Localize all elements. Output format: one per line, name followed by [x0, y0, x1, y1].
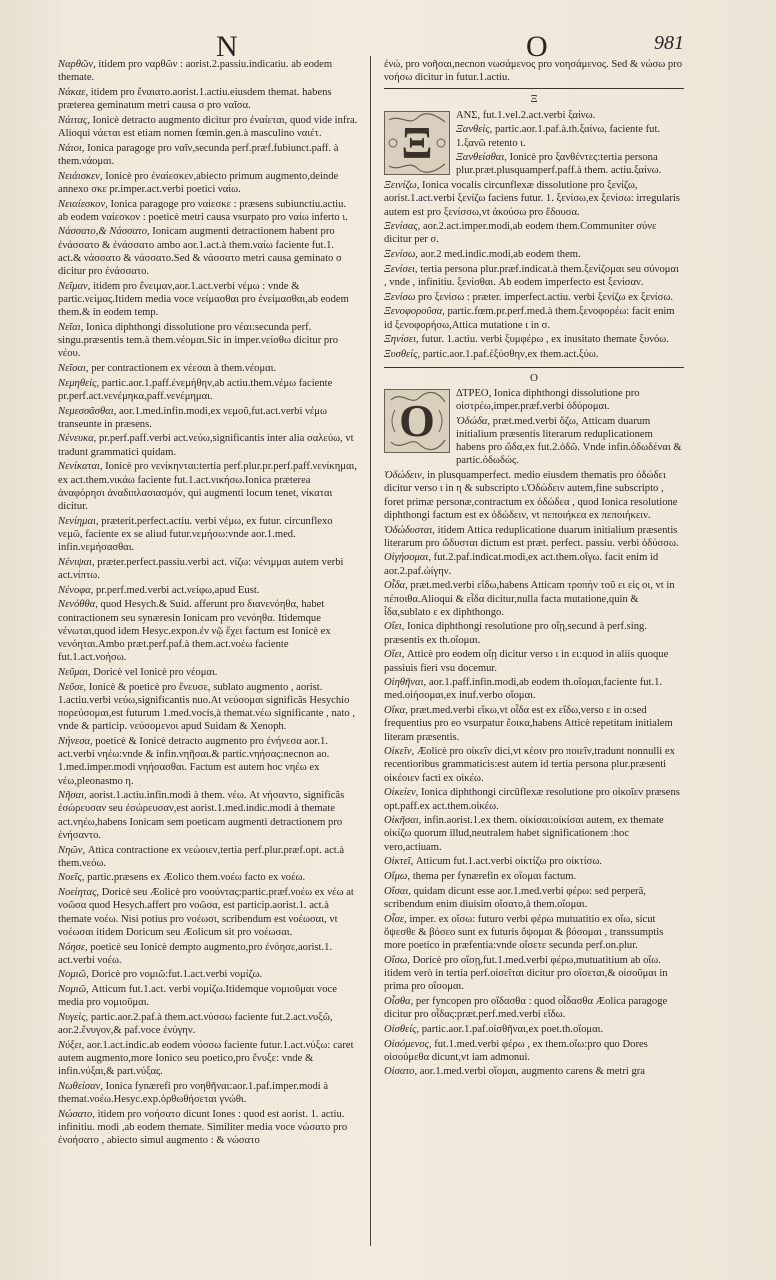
- page-header: [56, 28, 756, 62]
- entry-definition: præter.perfect.passiu.verbi act. νίζω: νένιμμαι autem verbi act.νίπτω.: [58, 556, 344, 582]
- dictionary-entry: [58, 1011, 358, 1037]
- entry-definition: Doricè seu Æolicè pro νοούντας:partic.præf.νοέω ex νέω at νοῶσα quod Hesych.affert pro νοῶσα, est particip.aorist.1. act.à themate νοέω. Nisi potius pro νοέωσι, scribendum est νοέωσαι, vt νοέωσαι itidem Doricum seu Æolicum sit pro νοέωσαι.: [58, 887, 354, 938]
- entry-headword: Οἴμω,: [384, 871, 411, 883]
- entry-headword: Νήνεσα,: [58, 735, 93, 747]
- entry-headword: Οἶδα,: [384, 580, 408, 592]
- entry-headword: Ναρθῶν,: [58, 59, 96, 70]
- entry-headword: Νεμεσσᾶσθαι,: [58, 405, 117, 417]
- entry-headword: Οἶσθα,: [384, 995, 414, 1007]
- entry-headword: Νάσσατο,& Νάσσατο,: [58, 226, 150, 238]
- dictionary-entry: [384, 579, 684, 619]
- entry-headword: Νειαίεσκον,: [58, 198, 108, 210]
- dictionary-entry: [384, 676, 684, 702]
- dictionary-entry: [384, 913, 684, 953]
- entry-headword: Νεῦμαι,: [58, 666, 91, 678]
- entry-headword: Ξυσθείς,: [384, 349, 421, 361]
- entry-headword: Ξενίσω,: [384, 249, 418, 261]
- entry-headword: Οἰσθείς,: [384, 1023, 420, 1035]
- page-number: 981: [654, 32, 684, 54]
- entry-definition: Atticum fut.1.act. verbi νομίζω.Itidemque νομιοῦμαι voce media pro νομιοῦμαι.: [58, 984, 337, 1009]
- dictionary-entry: [384, 333, 684, 346]
- entry-definition: Ionicè detracto augmento dicitur pro ἐναίεται, quod vide infra. Alioqui νάεται est etiam nomen fœmin.gen.à masculino ναιέτ.: [58, 114, 358, 140]
- right-column: [384, 58, 684, 1248]
- entry-definition: itidem pro ἔνειμαν,aor.1.act.verbi νέμω : vnde & partic.νείμας.Itidem media voce νείμασθαι pro ἐνείμασθαι,ab eodem them.& in eodem temp.: [58, 280, 349, 319]
- entry-definition: poeticè & Ionicè detracto augmento pro ἐνήνεσα aor.1. act.verbi νηέω:vnde & infin.νηῆσαι.& partic.νηήσας:necnon ao. 1.med.imper.modi νηήσασθαι. Factum est autem hoc νηέω ex νέω,pleonasmo η.: [58, 735, 330, 787]
- entry-headword: Οἰηθῆναι,: [384, 677, 427, 689]
- entry-headword: Ξενίσας,: [384, 221, 421, 233]
- dictionary-entry: [58, 871, 358, 884]
- entry-definition: aor.1.med.verbi οἴομαι, augmento carens & metri gra: [419, 1066, 645, 1078]
- entry-headword: Ξενίσει,: [384, 263, 418, 275]
- dictionary-entry: [384, 58, 684, 84]
- ornamental-dropcap-xi: [384, 111, 450, 175]
- entry-definition: fut.2.paf.indicat.modi,ex act.them.οἴγω. facit enim id aor.2.paf.ὠίγην.: [384, 552, 659, 577]
- dictionary-entry: [384, 524, 684, 550]
- section-letter-xi: Ξ: [530, 93, 538, 106]
- entry-definition: Ionica vocalis circunflexæ dissolutione pro ξενίζω, aorist.1.act.verbi ξενίζω faciens futur. 1. ξενίσω,ex ξενίσω: irregularis autem est pro ξενίσσω,vt ἀκούσω pro ἔδουσα.: [384, 180, 680, 218]
- entry-definition: tertia persona plur.præf.indicat.à them.ξενίζομαι seu σύνομαι , vnde , infinitiu. ξενίσθαι. Ab eodem imperfecto est ξενίσαν.: [384, 263, 679, 289]
- dictionary-entry: [58, 844, 358, 870]
- dictionary-entry: [384, 551, 684, 577]
- entry-headword: Νοείητας,: [58, 887, 100, 899]
- entry-headword: Οἰκῆσαι,: [384, 815, 422, 827]
- entry-headword: Νόησε,: [58, 941, 88, 953]
- dictionary-entry: [58, 432, 358, 458]
- entry-definition: itidem pro ναρθῶν : aorist.2.passiu.indicatiu. ab eodem themate.: [58, 59, 333, 84]
- entry-headword: Νεῦσε,: [58, 681, 87, 693]
- entry-headword: Νειάισκεν,: [58, 170, 103, 182]
- entry-definition: partic.præsens ex Æolico them.νοέω facto ex νοέω.: [87, 872, 306, 884]
- entry-headword: Νεμηθεὶς,: [58, 377, 100, 389]
- left-column: [58, 58, 358, 1248]
- entry-definition: itidem Attica reduplicatione duarum initialium præsentis literarum pro ὤδυσται dictum est præt. perfect. passiu. verbi ὀδύσσω.: [384, 524, 679, 549]
- ornamental-dropcap-o: [384, 389, 450, 453]
- entry-definition: per fyncopen pro οἴδασθα : quod οἶδασθα Æolica paragoge dicitur pro οἶδας:præt.perf.med.verbi εἴδω.: [384, 995, 668, 1021]
- dictionary-entry: [58, 886, 358, 939]
- entry-definition: Atticum fut.1.act.verbi οἰκτίζω pro οἰκτίσω.: [415, 856, 602, 868]
- entry-definition: Ionicè pro ξανθέντες:tertia persona plur.præt.plusquamperf.paff.à them. actiu.ξαίνω.: [456, 152, 662, 177]
- entry-definition: aor.1.med.infin.modi,ex νεμοῦ,fut.act.verbi νέμω transeunte in præsens.: [58, 405, 327, 430]
- entry-definition: Ionicè & poeticè pro ἔνευσε, sublato augmento , aorist. 1.actiu.verbi νεύω,significantis nuo.At νεύσομαι significãs Hesychio πορεύσομαι,est futurum 1.med.vocis,à themat.νέω significante , nato , vnde & particip. νεύσομενοι apud Suidam & Xenoph.: [58, 681, 355, 733]
- dictionary-entry: [58, 1108, 358, 1148]
- entry-headword: Οἰσατο,: [384, 1066, 418, 1078]
- entry-headword: Οἴει,: [384, 649, 405, 661]
- entry-definition: Æolicè pro οἰκεῖν dici,vt κέοιν pro ποιεῖν,tradunt nonnulli ex recentioribus grammaticis:est autem id tertia persona plur.præsenti οἰκέοιεν facti ex οἰκέω.: [384, 746, 675, 784]
- entry-definition: quod Hesych.& Suid. afferunt pro διανενόηθα, habet contractionem seu synæresin Ionicam pro νενόηθα. Itidemque νένωται,quod idem Hesyc.expon.ἐν νῷ ἔχει factum est Ionicè ex νενόηται.Ambo præt.perf.paf.à them.act.νοέω faciente fut.1.act.νοήσω.: [58, 599, 331, 664]
- entry-definition: Ionica diphthongi resolutione pro οἴῃ,secund à perf.sing. præsentis ex th.οἴομαι.: [384, 621, 647, 646]
- dictionary-entry: [58, 362, 358, 375]
- dictionary-entry: [384, 1038, 684, 1064]
- entry-definition: Ionicè pro νενίκηνται:tertia perf.plur.pr.perf.paff.νενίκημαι, ex act.them.νικάω faciente fut.1.act.νικήσω.Ionica præterea ἀναφόρησι ἀναδιπλασιασμόν, qui augmenti locum tenet, νίκαται dicitur.: [58, 461, 358, 512]
- running-letter-left: N: [216, 30, 239, 63]
- dictionary-entry: [58, 681, 358, 734]
- dictionary-entry: [58, 515, 358, 555]
- dictionary-entry: [58, 225, 358, 278]
- entry-headword: Νενίκαται,: [58, 461, 103, 473]
- entry-headword: Νάιτας,: [58, 114, 90, 126]
- dictionary-entry: [58, 114, 358, 140]
- dictionary-entry: [384, 648, 684, 674]
- entry-definition: præt.med.verbi εἴδω,habens Atticam τροπὴν τοῦ ει εἰς οι, vt in πέποιθα.Alioqui & εἶδα dicitur,nulla facta mutatione,quin & ἶδα,sublato ε ex diphthongo.: [384, 580, 675, 618]
- entry-headword: Νώσατο,: [58, 1108, 95, 1120]
- entry-definition: præterit.perfect.actiu. verbi νέμω, ex futur. circunflexo νεμῶ, faciente ex se aliud futur.νεμήσω:vnde aor.1.med. infin.νεμήσασθαι.: [58, 515, 333, 554]
- entry-definition: partic.aor.1.paf.οἰσθῆναι,ex poet.th.οἴομαι.: [421, 1023, 604, 1035]
- entry-headword: Νηῶν,: [58, 844, 86, 856]
- entry-headword: Νεῖαι,: [58, 321, 84, 333]
- entry-headword: Νῆσαι,: [58, 790, 87, 802]
- entry-headword: Νωθείσαν,: [58, 1081, 104, 1093]
- entry-definition: thema per fynærefin ex οἴομαι factum.: [412, 871, 577, 883]
- dictionary-entry: [58, 280, 358, 320]
- entry-headword: Ξανθεὶς,: [456, 124, 493, 136]
- entry-definition: Ionica fynærefi pro νοηθῆναι:aor.1.paf.imper.modi à themat.νοέω.Hesyc.exp.ὀρθωθήσεται γνώθι.: [58, 1081, 329, 1106]
- entry-headword: Ξεινίζω,: [384, 180, 420, 192]
- dictionary-entry: [384, 1065, 684, 1078]
- dictionary-entry: [58, 86, 358, 112]
- section-o: [384, 387, 684, 1080]
- entry-headword: Νενόθθα,: [58, 599, 98, 611]
- running-letter-right: O: [526, 30, 548, 63]
- section-xi-lead: ANΣ, fut.1.vel.2.act.verbi ξαίνω.: [456, 109, 596, 121]
- entry-definition: præt.med.verbi ὄζω, Atticam duarum initialium præsentis literarum reduplicationem habens pro ὤδα,ex fut.2.ὀδῶ. Vnde infin.ὀδωδέναι & partic.ὀδωδώς.: [456, 415, 682, 467]
- entry-definition: aor.1.paff.infin.modi,ab eodem th.οἴομαι,faciente fut.1. med.οἰήσομαι,ex inuf.verbo οἴομαι.: [384, 677, 663, 702]
- dictionary-entry: [384, 305, 684, 331]
- entry-definition: itidem pro ἔναιατο.aorist.1.actiu.eiusdem themat. habens præterea geminatum metri causa σ pro ναῖσα.: [58, 86, 332, 112]
- entry-definition: Ionica diphthongi dissolutione pro νέαι:secunda perf. singu.præsentis tem.à them.νέομαι.Sic in imper.νείσθω dicitur pro νέου.: [58, 321, 339, 360]
- entry-headword: Νάιοι,: [58, 142, 85, 154]
- dictionary-entry: [58, 666, 358, 679]
- entry-definition: infin.aorist.1.ex them. οἰκίσαι:οἰκίσαι autem, ex themate οἰκίζω quorum illud,neutralem habet significationem :hoc vero,actiuam.: [384, 815, 664, 853]
- entry-headword: Νομιῶ,: [58, 969, 89, 981]
- dictionary-entry: [58, 735, 358, 788]
- entry-definition: pro ξενίσω : præter. imperfect.actiu. verbi ξενίζω ex ξενίσω.: [417, 291, 673, 303]
- dictionary-entry: [384, 248, 684, 261]
- entry-definition: quidam dicunt esse aor.1.med.verbi φέρω: sed perperã, scribendum enim diuisim οἴσατο,à them.οἴομαι.: [384, 885, 646, 910]
- entry-headword: Νεῖσαι,: [58, 362, 89, 374]
- right-column-continuation: [384, 58, 684, 84]
- entry-definition: pr.perf.paff.verbi act.νεύω,significantis inter alia σαλεύω, vt tradunt grammatici quidam.: [58, 433, 354, 458]
- entry-headword: Οἰσόμενος,: [384, 1038, 432, 1050]
- entry-headword: Οἰκεῖν,: [384, 746, 415, 758]
- entry-definition: partic.aor.2.paf.à them.act.νύσσω faciente fut.2.act.νυξῶ, aor.2.ἔνυγον,& paf.voce ἐνύγην.: [58, 1012, 333, 1037]
- section-xi: [384, 109, 684, 363]
- entry-definition: aor.2.act.imper.modi,ab eodem them.Communiter σύνε dicitur per σ.: [384, 221, 657, 246]
- column-divider: [370, 56, 371, 1246]
- entry-definition: aor.2 med.indic.modi,ab eodem them.: [420, 249, 581, 261]
- section-letter-o: O: [530, 371, 538, 384]
- dictionary-entry: [384, 855, 684, 868]
- entry-headword: Νένοφα,: [58, 584, 94, 596]
- entry-headword: Ὀδώδυσται,: [384, 524, 435, 536]
- entry-headword: Νοεῖς,: [58, 872, 85, 884]
- entry-headword: Νενίημαι,: [58, 515, 99, 527]
- dictionary-entry: [384, 954, 684, 994]
- entry-definition: Ionica paragoge pro ναῖν,secunda perf.præf.fubiunct.paff. à them.νάομαι.: [58, 142, 339, 167]
- section-rule-o: [384, 367, 684, 368]
- dictionary-entry: [384, 1023, 684, 1036]
- dictionary-entry: [58, 598, 358, 664]
- entry-definition: Ionicè pro ἐναίεσκεν,abiecto primum augmento,deinde annexo σκε pr.imper.act.verbi poetici ναίω.: [58, 170, 339, 195]
- dictionary-entry: [384, 814, 684, 854]
- entry-definition: partic.aor.1.paf.à.th.ξαίνω, faciente fut. 1.ξανῶ retento ι.: [456, 124, 661, 149]
- entry-headword: Νυγεὶς,: [58, 1012, 89, 1024]
- dictionary-entry: [384, 179, 684, 219]
- dictionary-entry: [58, 983, 358, 1009]
- entry-definition: Doricè vel Ionicè pro νέομαι.: [93, 666, 218, 678]
- entry-definition: fut.1.med.verbi φέρω , ex them.οἴω:pro quo Dores οἰσούμεθα dicunt,vt iam admonui.: [384, 1038, 648, 1063]
- entry-definition: Ionica paragoge pro ναίεσκε : præsens subiunctiu.actiu. ab eodem ναίεσκον : poeticè metri causa vsurpato pro ναίω inferto ι.: [58, 198, 348, 223]
- dictionary-entry: [58, 142, 358, 168]
- entry-definition: partic.aor.1.paf.ἐξύσθην,ex them.act.ξύω.: [422, 349, 599, 361]
- entry-headword: Ξενοφοροῦσα,: [384, 306, 445, 318]
- entry-definition: partic.fœm.pr.perf.med.à them.ξενοφορέω: facit enim id ξενοφορήσω,Attica mutatione ι in σ.: [384, 306, 675, 331]
- entry-headword: Οἰγήσομαι,: [384, 552, 432, 564]
- entry-definition: aor.1.act.indic.ab eodem νύσσω faciente futur.1.act.νύξω: caret autem augmento,more Ionico seu poetico,pro ἔνυξε: vnde & infin.νύξαι,& part.νύξας.: [58, 1039, 354, 1078]
- dictionary-entry: [58, 789, 358, 842]
- entry-headword: Νύξει,: [58, 1039, 85, 1051]
- entry-definition: Ionicam augmenti detractionem habent pro ἐνάσσατο & ἐνάσσατο ambo aor.1.act.à them.ναίω faciente fut.1. act.& νάσσατο & νάσσατο.Sed & νάσσατο metri causa geminato σ dicitur pro ἐνάσσατο.: [58, 226, 342, 278]
- dictionary-entry: [384, 885, 684, 911]
- dictionary-entry: [58, 198, 358, 224]
- entry-definition: itidem pro νοήσατο dicunt Iones : quod est aorist. 1. actiu. infinitiu. modi ,ab eodem themate. Similiter media voce νώσατο pro ἐνοήσατο , abiecto simul augmento : & νώσατο: [58, 1108, 348, 1147]
- entry-headword: Ξενίσω: [384, 291, 416, 303]
- dictionary-entry: [58, 1080, 358, 1106]
- entry-headword: Νένιψαι,: [58, 556, 95, 568]
- entry-headword: Ὀδώδα,: [456, 415, 491, 427]
- dropcap-letter-xi: Ξ: [401, 116, 433, 168]
- entry-headword: Οἴκα,: [384, 705, 408, 717]
- entry-headword: Νάκαε,: [58, 86, 89, 98]
- entry-definition: poeticè seu Ionicè dempto augmento,pro ἐνόησε,aorist.1. act.verbi νοέω.: [58, 941, 333, 966]
- section-o-entries: [384, 415, 684, 1079]
- dictionary-entry: [58, 321, 358, 361]
- entry-headword: Οἰκείεν,: [384, 787, 419, 799]
- entry-definition: Doricè pro νομιῶ:fut.1.act.verbi νομίζω.: [91, 969, 263, 981]
- entry-definition: Atticè pro eodem οἴῃ dicitur verso ι in ει:quod in aliis quoque passiuis fieri vsu docemur.: [384, 649, 669, 674]
- entry-headword: Ξανθείσθαι,: [456, 152, 507, 164]
- dictionary-entry: [58, 460, 358, 513]
- entry-definition: ἐνώ, pro νοῆσαι,necnon νωσάμενος pro νοησάμενος. Sed & νώσω pro νοήσω dicitur in futur.1.actiu.: [384, 59, 682, 84]
- dictionary-entry: [384, 469, 684, 522]
- entry-definition: partic.aor.1.paff.ἐνεμήθην,ab actiu.them.νέμω faciente pr.perf.act.νενέμηκα,paff.νενέμημαι.: [58, 377, 333, 402]
- dictionary-entry: [58, 58, 358, 84]
- entry-headword: Οἴσω,: [384, 954, 410, 966]
- entry-definition: Attica contractione ex νεώοιεν,tertia perf.plur.præf.opt. act.à them.νεόω.: [58, 844, 345, 869]
- entry-definition: futur. 1.actiu. verbi ξυμφέρω , ex inusitato themate ξυνόω.: [421, 334, 669, 346]
- dictionary-entry: [58, 941, 358, 967]
- entry-definition: in plusquamperfect. medio eiusdem thematis pro ὀδώδει dicitur verso ι in η & subscripto ι.Ὀδώδειν autem,fine subscripto , foret primæ personæ,contractum ex ὀδώδεα , quod Ionica resolutione diphthongi factum est ex ὀδώδειν, vt πεποιήκεα ex πεποιήκειν.: [384, 470, 678, 521]
- entry-definition: imper. ex οἴσω: futuro verbi φέρω mutuatitio ex οἴω, sicut ὄψεσθε & βόσεο sunt ex futuris ὄψομαι & βόσομαι , transsumptis more poetico in præfentia:vnde οἴσετε secunda perf.on.plur.: [384, 913, 664, 952]
- entry-headword: Οἴσαι,: [384, 885, 411, 897]
- section-o-lead: ΔΤΡΕΟ, Ionica diphthongi dissolutione pro οἰστρέω,imper.præf.verbi ὀδύρομαι.: [456, 387, 640, 413]
- entry-definition: præt.med.verbi εἴκω,vt οἶδα est ex εἴδω,verso ε in ο:sed frequentius pro eo vsurpatur ἔοικα,habens Atticè repetitam initialem literam præsentis.: [384, 705, 673, 743]
- entry-definition: Doricè pro οἴσῃ,fut.1.med.verbi φέρω,mutuatitium ab οἴω. itidem verò in tertia perf.οἰσεῖται dicitur pro οἴσεται,& οἰσοῦμαι in prima pro οἴσομαι.: [384, 954, 668, 993]
- dictionary-entry: [384, 291, 684, 304]
- dictionary-entry: [58, 1039, 358, 1079]
- dictionary-entry: [384, 620, 684, 646]
- dictionary-entry: [58, 584, 358, 597]
- dictionary-entry: [384, 786, 684, 812]
- dictionary-entry: [58, 556, 358, 582]
- entry-headword: Ξηνίσει,: [384, 334, 419, 346]
- entry-definition: aorist.1.actiu.infin.modi à them. νέω. At νήσαντο, significãs ἐσώρευσαν seu ἐσώρευσαν,est aorist.1.med.indic.modi à themate act.νηέω,habens Ionicam sem poeticam augmenti detractionem pro ἐνήσαντο.: [58, 790, 345, 841]
- dropcap-letter-o: O: [399, 394, 435, 446]
- entry-headword: Νένευκα,: [58, 433, 97, 445]
- entry-headword: Οἴει,: [384, 621, 405, 633]
- entry-definition: pr.perf.med.verbi act.νείφω,apud Eust.: [95, 584, 260, 596]
- dictionary-entry: [384, 263, 684, 289]
- entry-headword: Οἰκτεῖ,: [384, 856, 414, 868]
- entry-headword: Οἶσε,: [384, 913, 407, 925]
- entry-definition: Ionica diphthongi circũflexæ resolutione pro οἰκοῖεν præsens opt.paff.ex act.them.οἰκέω.: [384, 787, 680, 812]
- entry-definition: per contractionem ex νέεσαι à them.νέομαι.: [91, 362, 277, 374]
- dictionary-entry: [384, 995, 684, 1021]
- section-rule-xi: [384, 88, 684, 89]
- entry-headword: Ὀδώδειν,: [384, 470, 425, 482]
- dictionary-entry: [384, 348, 684, 361]
- dictionary-entry: [384, 220, 684, 246]
- dictionary-entry: [384, 704, 684, 744]
- dictionary-entry: [58, 377, 358, 403]
- dictionary-entry: [58, 170, 358, 196]
- entry-headword: Νομιῶ,: [58, 984, 89, 996]
- dictionary-entry: [384, 870, 684, 883]
- entry-headword: Νεῖμαν,: [58, 280, 91, 292]
- dictionary-entry: [384, 745, 684, 785]
- dictionary-entry: [58, 405, 358, 431]
- dictionary-entry: [58, 968, 358, 981]
